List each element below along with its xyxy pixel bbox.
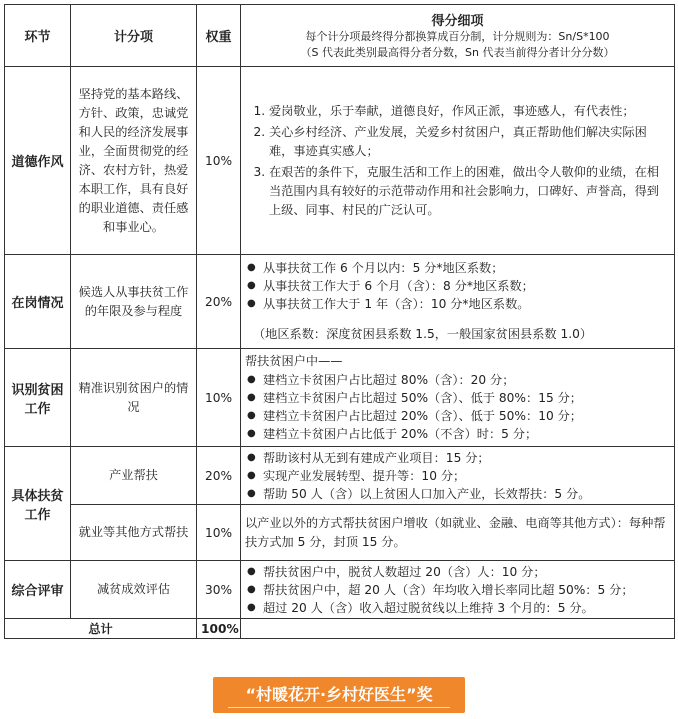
header-row [5, 5, 675, 67]
industry-item: 产业帮扶 [71, 447, 197, 505]
onpost-item: 候选人从事扶贫工作的年限及参与程度 [71, 255, 197, 349]
identify-weight: 10% [197, 349, 241, 447]
total-detail-empty [241, 619, 675, 639]
morality-details [241, 67, 675, 255]
scoring-table [4, 4, 675, 639]
identify-item: 精准识别贫困户的情况 [71, 349, 197, 447]
overall-stage: 综合评审 [5, 561, 71, 619]
other-item: 就业等其他方式帮扶 [71, 505, 197, 561]
row-onpost [5, 255, 675, 349]
morality-weight: 10% [197, 67, 241, 255]
other-text: 以产业以外的方式帮扶贫困户增收（如就业、金融、电商等其他方式）：每种帮扶方式加 5 分，封顶 15 分。 [245, 515, 666, 549]
header-detail-title: 得分细项 [431, 14, 484, 29]
industry-weight: 20% [197, 447, 241, 505]
identify-lead: 帮扶贫困户中—— [245, 354, 343, 368]
onpost-note: （地区系数：深度贫困县系数 1.5，一般国家贫困县系数 1.0） [253, 327, 593, 341]
other-weight: 10% [197, 505, 241, 561]
morality-detail-3: 3. 在艰苦的条件下，克服生活和工作上的困难，做出令人敬仰的业绩，在相当范围内具有较好的示范带动作用和社会影响力，口碑好、声誉高，得到上级、同事、村民的广泛认可。 [269, 163, 670, 220]
industry-details [241, 447, 675, 505]
banner-underline [228, 707, 450, 708]
industry-bullet-3: ● 帮助 50 人（含）以上贫困人口加入产业，长效帮扶：5 分。 [263, 485, 670, 503]
industry-bullet-2: ● 实现产业发展转型、提升等：10 分； [263, 467, 670, 485]
row-specific-other [5, 505, 675, 561]
header-detail [241, 5, 675, 67]
onpost-bullet-1: ● 从事扶贫工作 6 个月以内：5 分*地区系数； [263, 259, 670, 277]
header-stage: 环节 [5, 5, 71, 67]
industry-bullet-1: ● 帮助该村从无到有建成产业项目：15 分； [263, 449, 670, 467]
overall-weight: 30% [197, 561, 241, 619]
onpost-bullet-3: ● 从事扶贫工作大于 1 年（含）：10 分*地区系数。 [263, 295, 670, 313]
morality-item: 坚持党的基本路线、方针、政策，忠诚党和人民的经济发展事业，全面贯彻党的经济、农村方针，热爱本职工作，具有良好的职业道德、责任感和事业心。 [71, 67, 197, 255]
header-item: 计分项 [71, 5, 197, 67]
header-detail-rule: 每个计分项最终得分都换算成百分制，计分规则为：Sn/S*100 [305, 30, 610, 43]
other-details [241, 505, 675, 561]
identify-details [241, 349, 675, 447]
overall-details [241, 561, 675, 619]
onpost-weight: 20% [197, 255, 241, 349]
overall-item: 减贫成效评估 [71, 561, 197, 619]
row-specific-industry [5, 447, 675, 505]
onpost-bullet-2: ● 从事扶贫工作大于 6 个月（含）：8 分*地区系数； [263, 277, 670, 295]
row-total [5, 619, 675, 639]
identify-bullet-1: ● 建档立卡贫困户占比超过 80%（含）：20 分； [263, 371, 670, 389]
identify-stage: 识别贫困工作 [5, 349, 71, 447]
row-morality [5, 67, 675, 255]
overall-bullet-1: ● 帮扶贫困户中，脱贫人数超过 20（含）人：10 分； [263, 563, 670, 581]
onpost-stage: 在岗情况 [5, 255, 71, 349]
header-detail-legend: （S 代表此类别最高得分者分数，Sn 代表当前得分者计分分数） [300, 46, 615, 59]
identify-bullet-2: ● 建档立卡贫困户占比超过 50%（含）、低于 80%：15 分； [263, 389, 670, 407]
row-identify [5, 349, 675, 447]
row-overall [5, 561, 675, 619]
morality-detail-2: 2. 关心乡村经济、产业发展，关爱乡村贫困户，真正帮助他们解决实际困难，事迹真实感人； [269, 123, 670, 161]
morality-stage: 道德作风 [5, 67, 71, 255]
overall-bullet-3: ● 超过 20 人（含）收入超过脱贫线以上维持 3 个月的：5 分。 [263, 599, 670, 617]
award-banner-text: “村暖花开·乡村好医生”奖 [245, 685, 433, 704]
total-weight: 100% [197, 619, 241, 639]
morality-detail-1: 1. 爱岗敬业，乐于奉献，道德良好，作风正派，事迹感人，有代表性； [269, 102, 670, 121]
header-weight: 权重 [197, 5, 241, 67]
total-label: 总计 [5, 619, 197, 639]
identify-bullet-3: ● 建档立卡贫困户占比超过 20%（含）、低于 50%：10 分； [263, 407, 670, 425]
overall-bullet-2: ● 帮扶贫困户中，超 20 人（含）年均收入增长率同比超 50%：5 分； [263, 581, 670, 599]
identify-bullet-4: ● 建档立卡贫困户占比低于 20%（不含）时：5 分； [263, 425, 670, 443]
specific-stage: 具体扶贫工作 [5, 447, 71, 561]
onpost-details [241, 255, 675, 349]
